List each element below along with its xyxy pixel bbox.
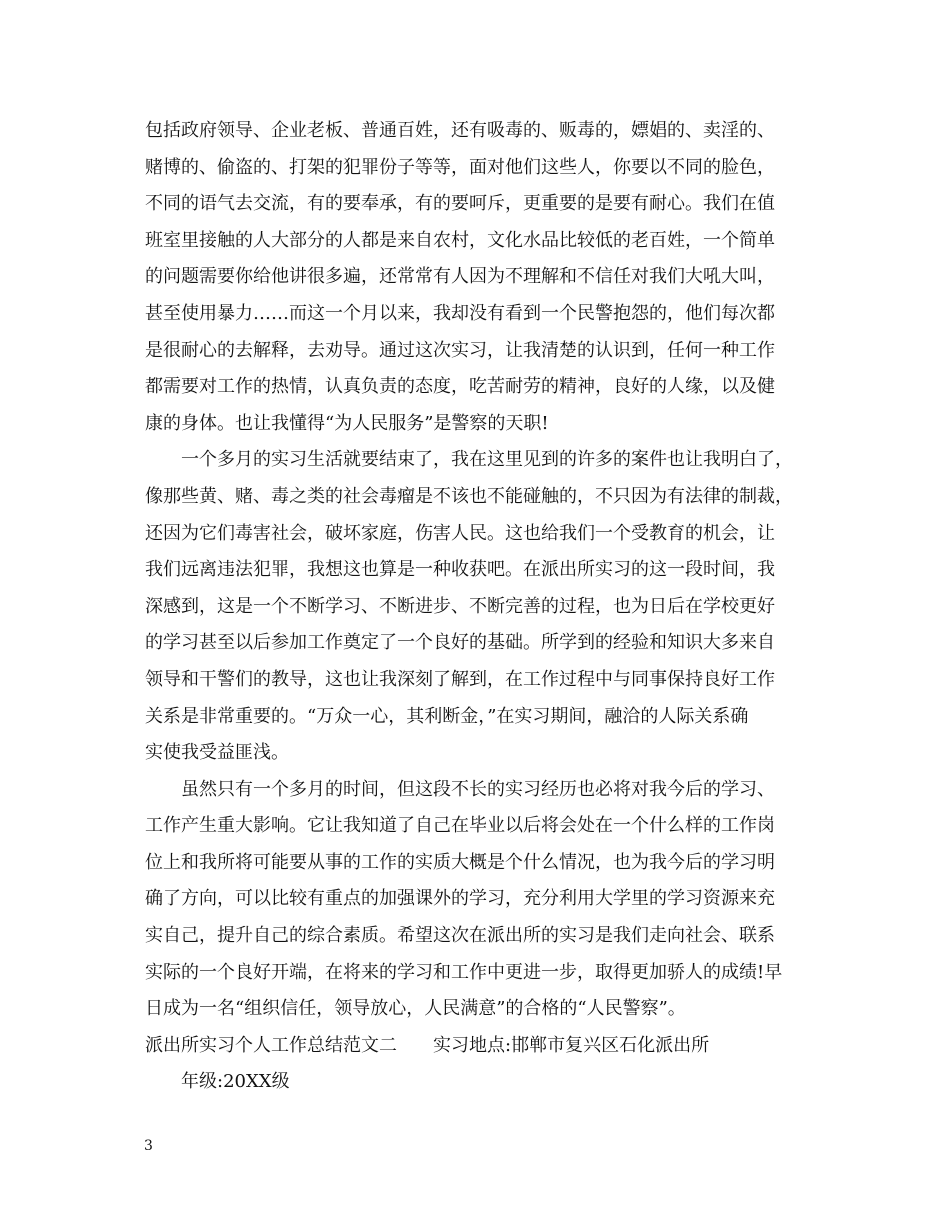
body-line: 关系是非常重要的。“万众一心，其利断金，”在实习期间，融洽的人际关系确: [145, 705, 749, 727]
body-line: 是很耐心的去解释，去劝导。通过这次实习，让我清楚的认识到，任何一种工作: [145, 339, 775, 361]
body-line: 包括政府领导、企业老板、普通百姓，还有吸毒的、贩毒的，嫖娼的、卖淫的、: [145, 120, 775, 141]
section-heading-line: [145, 1028, 810, 1065]
body-line: 都需要对工作的热情，认真负责的态度，吃苦耐劳的精神，良好的人缘，以及健: [145, 376, 775, 398]
document-body: [145, 113, 810, 1101]
body-line: 实自己，提升自己的综合素质。希望这次在派出所的实习是我们走向社会、联系: [145, 925, 775, 947]
grade-line: 年级:20XX级: [181, 1071, 290, 1093]
body-line: 不同的语气去交流，有的要奉承，有的要呵斥，更重要的是要有耐心。我们在值: [145, 193, 775, 215]
body-line: 日成为一名“组织信任，领导放心，人民满意”的合格的“人民警察”。: [145, 998, 686, 1020]
body-line: 工作产生重大影响。它让我知道了自己在毕业以后将会处在一个什么样的工作岗: [145, 815, 775, 837]
section-title: 派出所实习个人工作总结范文二: [145, 1034, 397, 1056]
body-line: 还因为它们毒害社会，破坏家庭，伤害人民。这也给我们一个受教育的机会，让: [145, 522, 775, 544]
body-line: 赌博的、偷盗的、打架的犯罪份子等等，面对他们这些人，你要以不同的脸色，: [145, 156, 775, 178]
body-line: 确了方向，可以比较有重点的加强课外的学习，充分利用大学里的学习资源来充: [145, 888, 775, 910]
body-line: 的问题需要你给他讲很多遍，还常常有人因为不理解和不信任对我们大吼大叫，: [145, 266, 775, 288]
body-line: 领导和干警们的教导，这也让我深刻了解到，在工作过程中与同事保持良好工作: [145, 668, 775, 690]
body-line: 深感到，这是一个不断学习、不断进步、不断完善的过程，也为日后在学校更好: [145, 595, 775, 617]
body-line: 实际的一个良好开端，在将来的学习和工作中更进一步，取得更加骄人的成绩!早: [145, 961, 783, 983]
paragraph-start-line: 一个多月的实习生活就要结束了，我在这里见到的许多的案件也让我明白了，: [181, 449, 793, 471]
body-line: 实使我受益匪浅。: [145, 742, 289, 764]
body-line: 的学习甚至以后参加工作奠定了一个良好的基础。所学到的经验和知识大多来自: [145, 632, 775, 654]
body-line: 康的身体。也让我懂得“为人民服务”是警察的天职!: [145, 412, 549, 434]
body-line: 像那些黄、赌、毒之类的社会毒瘤是不该也不能碰触的，不只因为有法律的制裁，: [145, 485, 793, 507]
internship-location: 实习地点:邯郸市复兴区石化派出所: [433, 1034, 710, 1056]
body-line: 位上和我所将可能要从事的工作的实质大概是个什么情况，也为我今后的学习明: [145, 851, 775, 873]
body-line: 甚至使用暴力……而这一个月以来，我却没有看到一个民警抱怨的，他们每次都: [145, 302, 775, 324]
body-line: 我们远离违法犯罪，我想这也算是一种收获吧。在派出所实习的这一段时间，我: [145, 559, 775, 581]
paragraph-start-line: 虽然只有一个多月的时间，但这段不长的实习经历也必将对我今后的学习、: [181, 778, 775, 800]
page-number: 3: [144, 1138, 153, 1154]
body-line: 班室里接触的人大部分的人都是来自农村，文化水品比较低的老百姓，一个简单: [145, 229, 775, 251]
